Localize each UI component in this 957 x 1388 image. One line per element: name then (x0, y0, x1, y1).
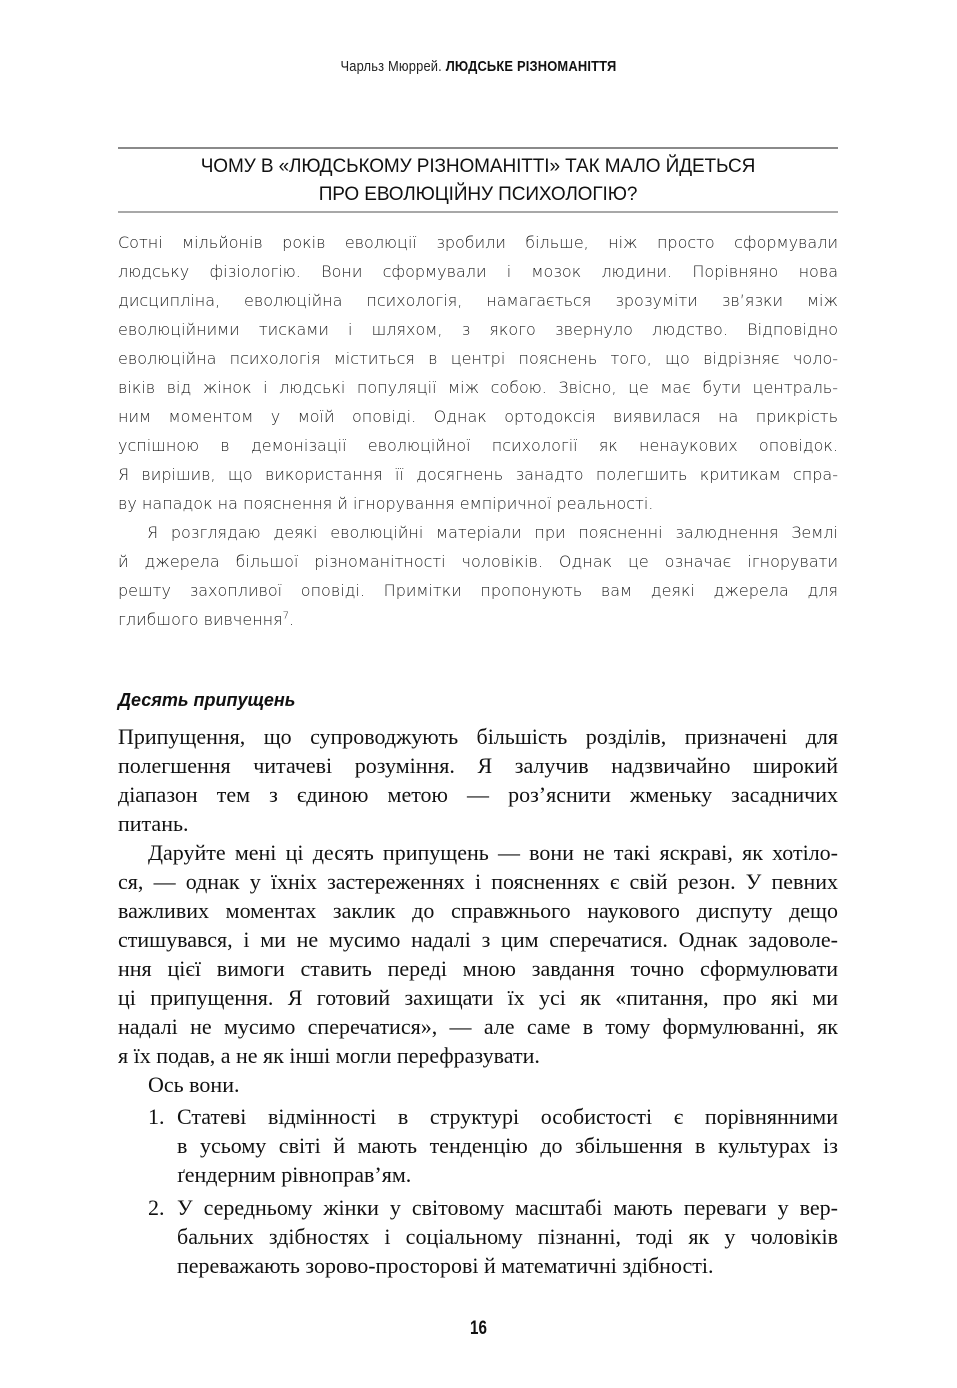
box-paragraph-2 (118, 518, 838, 634)
page-number: 16 (470, 1318, 487, 1339)
text-line: ним моментом у моїй оповіді. Однак ортодоксія виявилася на прикрість (118, 407, 838, 426)
text-line: Статеві відмінності в структурі особистості є порівнянними (177, 1104, 838, 1129)
text-line: питань. (118, 811, 189, 836)
box-rule-top (118, 147, 838, 149)
assumptions-list (148, 1102, 838, 1284)
text-line: дисципліна, еволюційна психологія, намагається зрозуміти зв’язки між (118, 291, 838, 310)
list-item-number: 1. (148, 1104, 165, 1129)
list-item-number: 2. (148, 1195, 165, 1220)
box-body (118, 228, 838, 634)
text-line: успішною в демонізації еволюційної психології як ненаукових оповідок. (118, 436, 838, 455)
text-line: в усьому світі й мають тенденцію до збільшення в культурах із (177, 1133, 838, 1158)
footnote-reference[interactable]: 7 (282, 610, 289, 622)
text-line: еволюційна психологія міститься в центрі пояснень того, що відрізняє чоло- (118, 349, 838, 368)
sidebar-box (118, 147, 838, 212)
running-head (67, 58, 890, 75)
section-paragraph-1 (118, 722, 838, 838)
text-line: ву нападок на пояснення й ігнорування емпіричної реальності. (118, 494, 654, 513)
text-line: ння цієї вимоги ставить переді мною завдання точно сформулювати (118, 956, 838, 981)
box-heading-line: ПРО ЕВОЛЮЦІЙНУ ПСИХОЛОГІЮ? (318, 184, 638, 205)
list-item (148, 1193, 838, 1280)
text-line: ся, — однак у їхніх застереженнях і поясненнях є свій резон. У певних (118, 869, 838, 894)
box-paragraph-1 (118, 228, 838, 518)
text-line: У середньому жінки у світовому масштабі мають переваги у вер- (177, 1195, 838, 1220)
box-heading-line: ЧОМУ В «ЛЮДСЬКОМУ РІЗНОМАНІТТІ» ТАК МАЛО ЙДЕТЬСЯ (200, 156, 756, 177)
section-paragraph-2 (118, 838, 838, 1070)
text-line: стишувався, і ми не мусимо надалі з цим сперечатися. Однак задоволе- (118, 927, 838, 952)
text-line: Сотні мільйонів років еволюції зробили більше, ніж просто сформували (118, 233, 838, 252)
text-line: Я розглядаю деякі еволюційні матеріали при поясненні залюднення Землі (147, 523, 838, 542)
text-line: бальних здібностях і соціальному пізнанні, тоді як у чоловіків (177, 1224, 838, 1249)
box-heading (118, 153, 838, 209)
section-body (118, 722, 838, 1099)
text-line: переважають зорово-просторові й математичні здібності. (177, 1253, 714, 1278)
text-line: ці припущення. Я готовий захищати їх усі як «питання, про які ми (118, 985, 838, 1010)
running-head-author: Чарльз Мюррей. (340, 58, 442, 75)
text-line: важливих моментах заклик до справжнього наукового диспуту дещо (118, 898, 838, 923)
text-line-with-footnote (118, 605, 838, 634)
text-line: Припущення, що супроводжують більшість розділів, призначені для (118, 724, 838, 749)
text-line: Даруйте мені ці десять припущень — вони не такі яскраві, як хотіло- (148, 840, 838, 865)
text-line: віків від жінок і людські популяції між собою. Звісно, це має бути централь- (118, 378, 838, 397)
text-line: діапазон тем з єдиною метою — роз’яснити жменьку засадничих (118, 782, 838, 807)
text-line: глибшого вивчення (118, 610, 283, 629)
text-line: ґендерним рівноправ’ям. (177, 1162, 412, 1187)
text-line: я їх подав, а не як інші могли перефразувати. (118, 1043, 540, 1068)
text-line: й джерела більшої різноманітності чоловіків. Однак це означає ігнорувати (118, 552, 838, 571)
text-line: полегшення читачеві розуміння. Я залучив надзвичайно широкий (118, 753, 838, 778)
trailing-punctuation: . (288, 610, 295, 629)
running-head-title: ЛЮДСЬКЕ РІЗНОМАНІТТЯ (445, 58, 617, 75)
section-title: Десять припущень (118, 690, 296, 710)
text-line: еволюційними тисками і шляхом, з якого звернуло людство. Відповідно (118, 320, 838, 339)
box-rule-bottom (118, 211, 838, 213)
list-item (148, 1102, 838, 1189)
text-line: людську фізіологію. Вони сформували і мозок людини. Порівняно нова (118, 262, 838, 281)
text-line: надалі не мусимо сперечатися», — але саме в тому формулюванні, як (118, 1014, 838, 1039)
section-paragraph-3 (118, 1070, 838, 1099)
text-line: решту захопливої оповіді. Примітки пропонують вам деякі джерела для (118, 581, 838, 600)
text-line: Ось вони. (148, 1072, 240, 1097)
text-line: Я вирішив, що використання її досягнень занадто полегшить критикам спра- (118, 465, 838, 484)
